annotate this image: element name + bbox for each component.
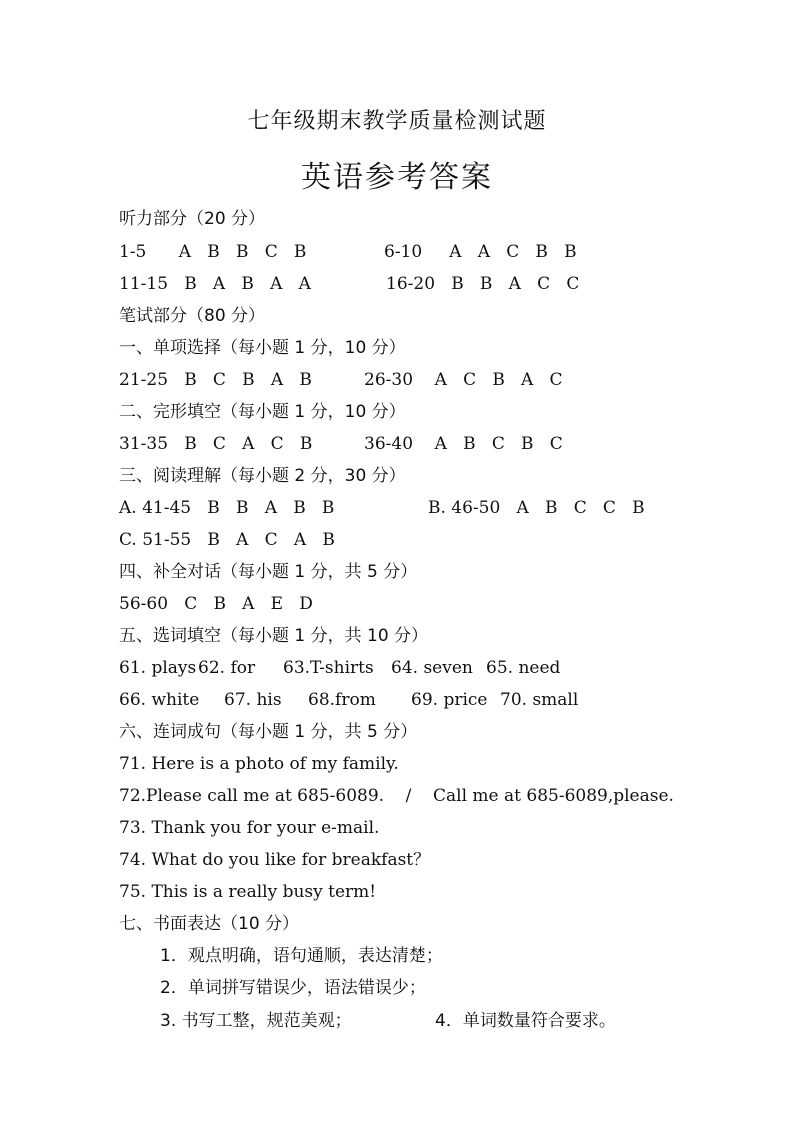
answer-64: 64. seven	[391, 658, 473, 678]
part3-answers-row-1	[119, 496, 645, 520]
answer-65: 65. need	[486, 658, 561, 678]
listening-heading: 听力部分（20 分）	[119, 209, 266, 229]
listening-row-2	[119, 272, 579, 296]
criterion-2: 2．单词拼写错误少，语法错误少；	[160, 978, 426, 998]
answers-46-50: B. 46-50 A B C C B	[428, 498, 645, 518]
sentence-75: 75. This is a really busy term!	[119, 882, 377, 902]
answer-68: 68.from	[308, 690, 376, 710]
answers-21-25: 21-25 B C B A B	[119, 370, 312, 390]
answer-63: 63.T-shirts	[283, 658, 374, 678]
part5-answers-row-1	[119, 656, 560, 680]
part2-answers	[119, 432, 563, 456]
part4-heading: 四、补全对话（每小题 1 分，共 5 分）	[119, 562, 418, 582]
part5-heading: 五、选词填空（每小题 1 分，共 10 分）	[119, 626, 429, 646]
sentence-72: 72.Please call me at 685-6089. / Call me at 685-6089,please.	[119, 786, 674, 806]
sentence-74: 74. What do you like for breakfast？	[119, 850, 431, 870]
answer-key-subtitle: 英语参考答案	[301, 160, 493, 195]
answers-31-35: 31-35 B C A C B	[119, 434, 313, 454]
part5-answers-row-2	[119, 688, 578, 712]
answer-62: 62. for	[198, 658, 256, 678]
part2-heading: 二、完形填空（每小题 1 分，10 分）	[119, 402, 406, 422]
sentence-71: 71. Here is a photo of my family.	[119, 754, 399, 774]
answers-16-20: 16-20 B B A C C	[386, 274, 580, 294]
written-heading: 笔试部分（80 分）	[119, 306, 266, 326]
answers-11-15: 11-15 B A B A A	[119, 274, 311, 294]
listening-row-1	[119, 240, 577, 264]
answers-26-30: 26-30 A C B A C	[364, 370, 563, 390]
sentence-73: 73. Thank you for your e-mail.	[119, 818, 380, 838]
answers-41-45: A. 41-45 B B A B B	[119, 498, 335, 518]
answer-69: 69. price	[411, 690, 488, 710]
criterion-1: 1．观点明确，语句通顺，表达清楚；	[160, 946, 443, 966]
answer-70: 70. small	[500, 690, 579, 710]
answers-56-60: 56-60 C B A E D	[119, 594, 313, 614]
part1-answers	[119, 368, 563, 392]
part6-heading: 六、连词成句（每小题 1 分，共 5 分）	[119, 722, 418, 742]
criteria-row-3	[160, 1009, 616, 1033]
answers-1-5: 1-5 A B B C B	[119, 242, 307, 262]
answers-51-55: C. 51-55 B A C A B	[119, 530, 335, 550]
criterion-3: 3. 书写工整，规范美观；	[160, 1011, 352, 1031]
exam-title: 七年级期末教学质量检测试题	[247, 109, 547, 134]
answer-66: 66. white	[119, 690, 200, 710]
answers-36-40: 36-40 A B C B C	[364, 434, 563, 454]
answer-67: 67. his	[224, 690, 282, 710]
part1-heading: 一、单项选择（每小题 1 分，10 分）	[119, 338, 406, 358]
criterion-4: 4．单词数量符合要求。	[435, 1011, 616, 1031]
answers-6-10: 6-10 A A C B B	[384, 242, 577, 262]
answer-61: 61. plays	[119, 658, 197, 678]
part7-heading: 七、书面表达（10 分）	[119, 914, 300, 934]
part3-heading: 三、阅读理解（每小题 2 分，30 分）	[119, 466, 406, 486]
